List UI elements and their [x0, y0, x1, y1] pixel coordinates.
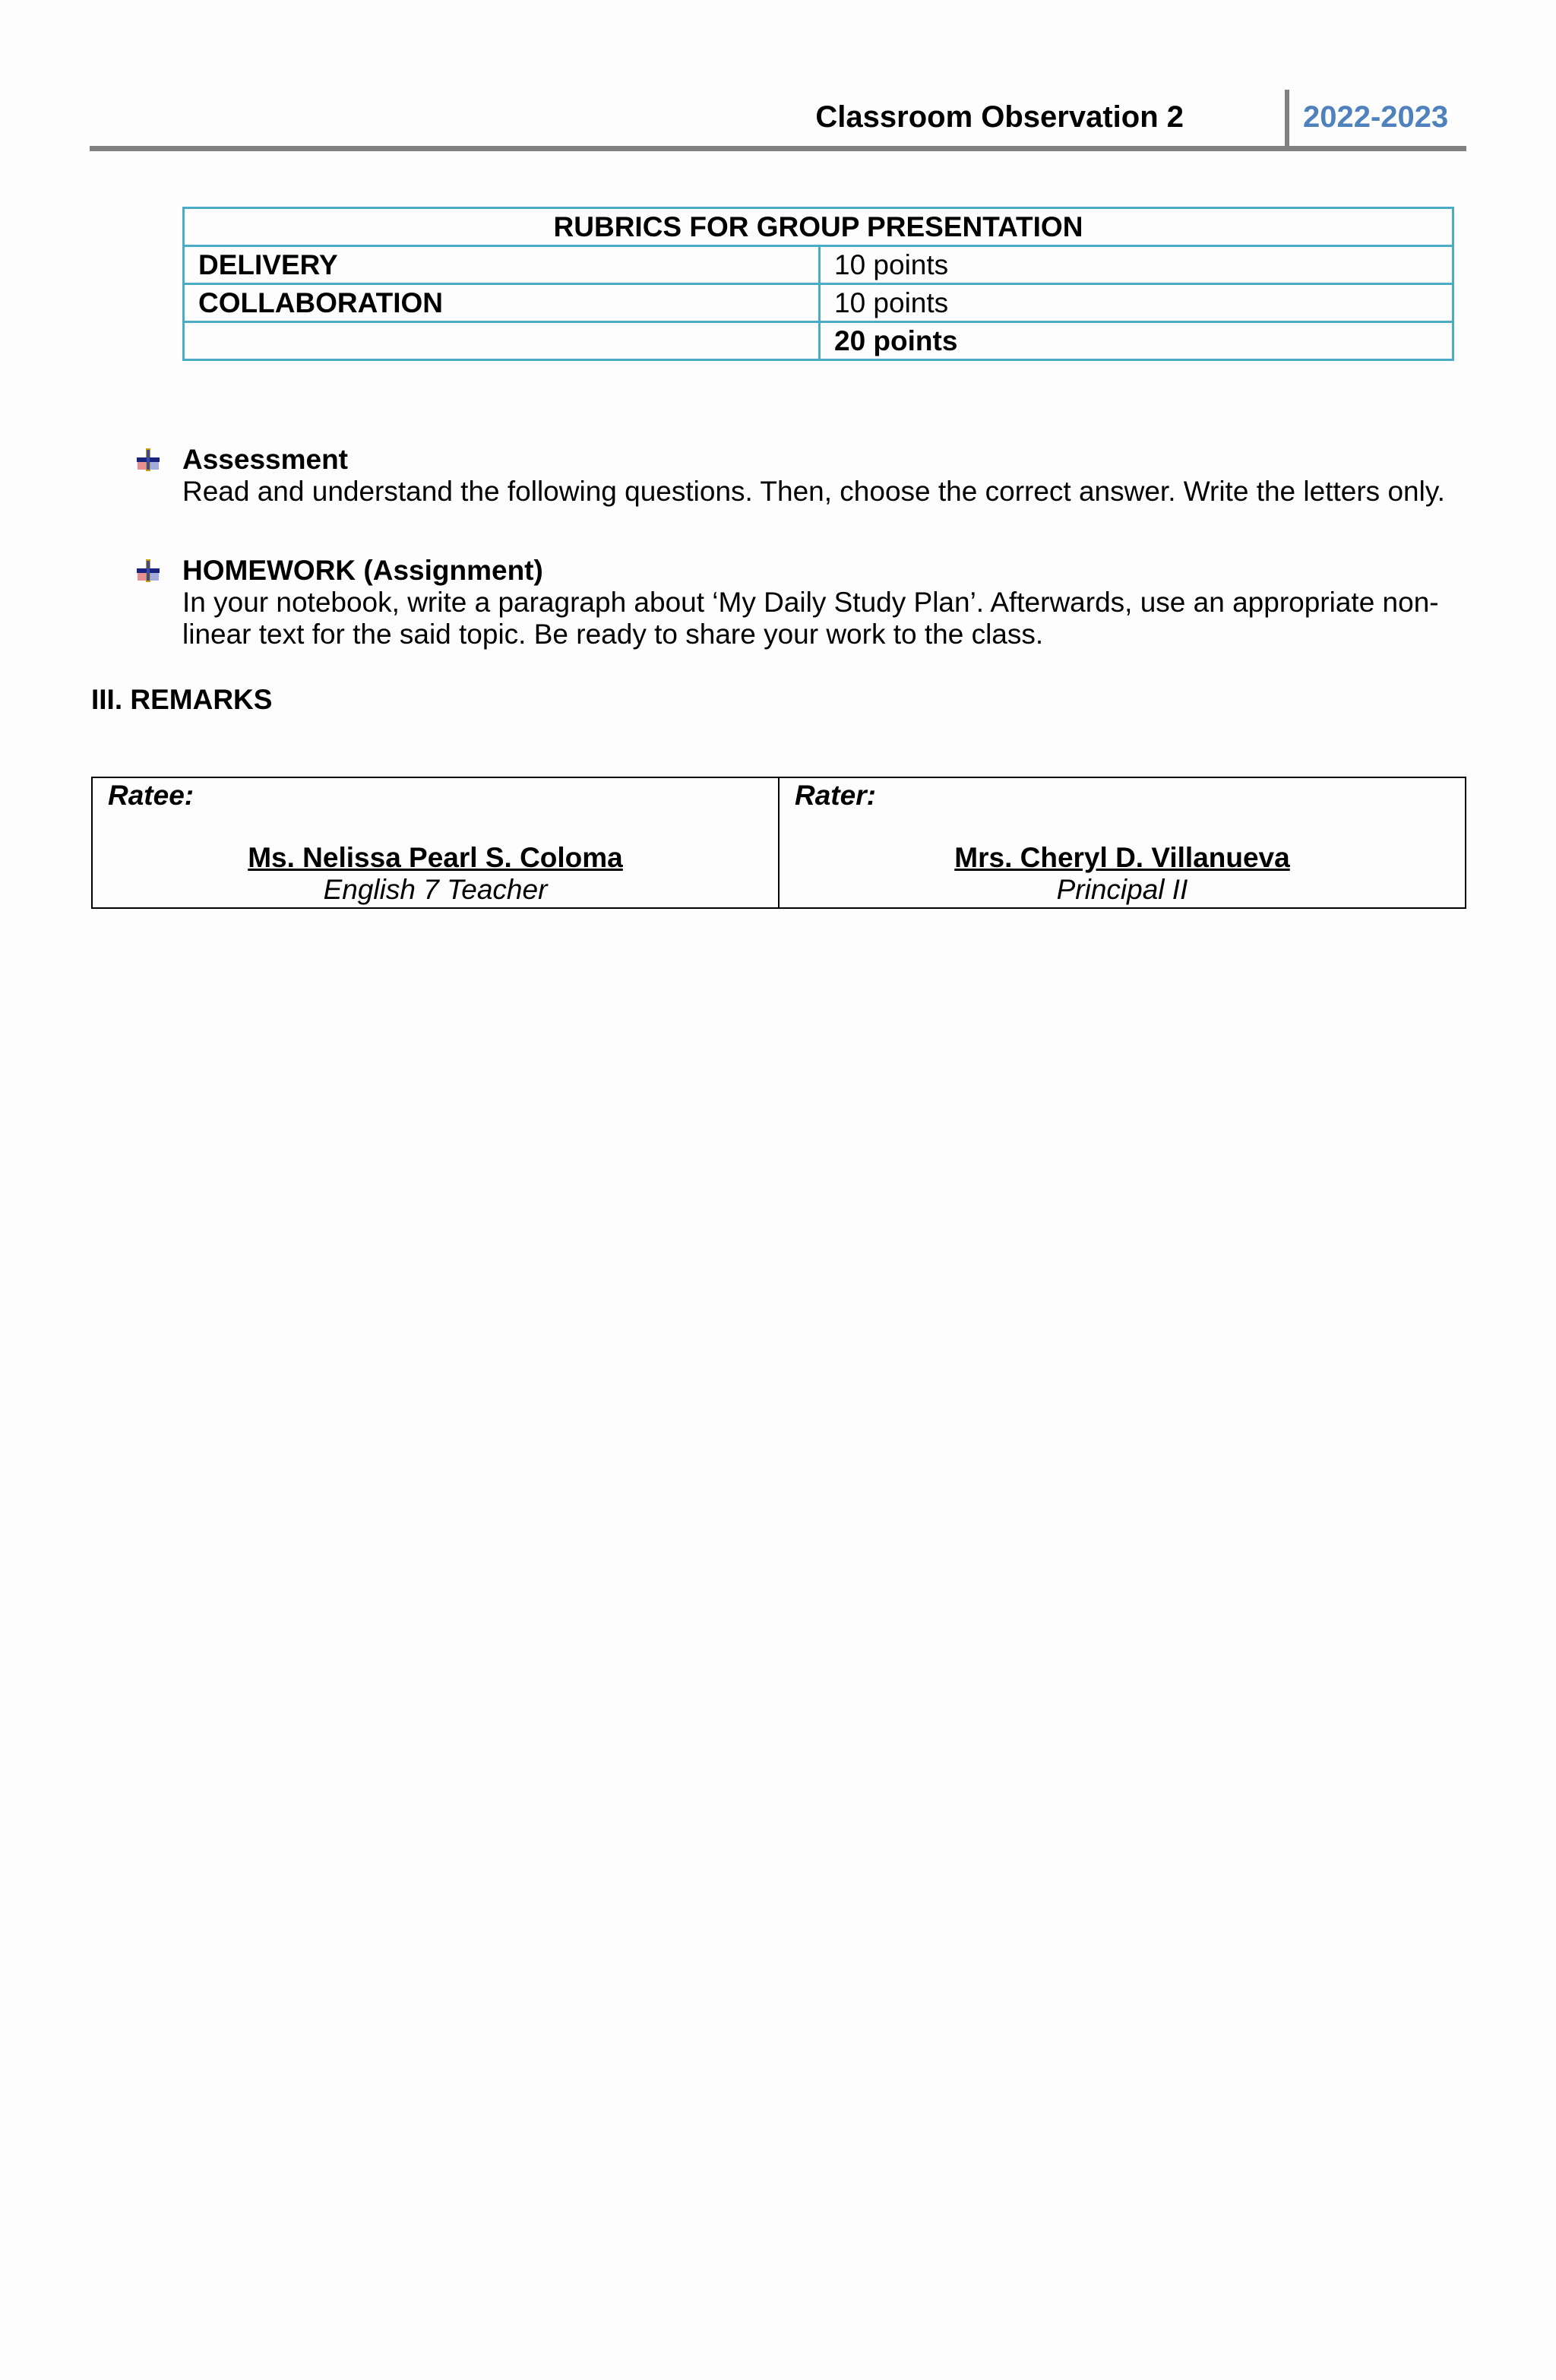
- rubric-points: 10 points: [820, 284, 1453, 322]
- page-header: [90, 90, 1466, 152]
- rater-name: Mrs. Cheryl D. Villanueva: [954, 842, 1290, 873]
- assessment-text: Read and understand the following questions. Then, choose the correct answer. Write the letters only.: [182, 476, 1445, 507]
- rubric-criterion: [184, 322, 820, 360]
- signature-table: [91, 777, 1466, 909]
- plus-bullet-icon: [135, 447, 161, 473]
- rubric-criterion: DELIVERY: [184, 246, 820, 284]
- ratee-name: Ms. Nelissa Pearl S. Coloma: [248, 842, 623, 873]
- table-row: [184, 246, 1453, 284]
- ratee-cell: [92, 777, 779, 908]
- header-rule: [90, 146, 1466, 151]
- assessment-item: [182, 444, 1459, 508]
- assessment-heading: Assessment: [182, 444, 349, 475]
- rubric-points: 10 points: [820, 246, 1453, 284]
- rubric-table: [182, 207, 1454, 361]
- header-title: Classroom Observation 2: [815, 100, 1184, 134]
- homework-heading: HOMEWORK (Assignment): [182, 555, 543, 586]
- ratee-label: Ratee:: [108, 780, 194, 811]
- header-year: 2022-2023: [1303, 100, 1449, 134]
- rater-cell: [779, 777, 1466, 908]
- rater-role: Principal II: [1056, 874, 1188, 905]
- table-row: [184, 208, 1453, 246]
- table-row: [184, 322, 1453, 360]
- rubric-criterion: COLLABORATION: [184, 284, 820, 322]
- rubric-total-points: 20 points: [820, 322, 1453, 360]
- rubric-title: RUBRICS FOR GROUP PRESENTATION: [184, 208, 1453, 246]
- ratee-role: English 7 Teacher: [323, 874, 548, 905]
- table-row: [184, 284, 1453, 322]
- plus-bullet-icon: [135, 558, 161, 584]
- homework-item: [182, 555, 1459, 650]
- rater-label: Rater:: [795, 780, 876, 811]
- homework-text-line-2: linear text for the said topic. Be ready to share your work to the class.: [182, 619, 1044, 650]
- homework-text-line-1: In your notebook, write a paragraph about ‘My Daily Study Plan’. Afterwards, use an appropriate non-: [182, 587, 1439, 618]
- table-row: [92, 777, 1466, 908]
- header-divider: [1285, 90, 1289, 146]
- remarks-heading: III. REMARKS: [91, 684, 273, 715]
